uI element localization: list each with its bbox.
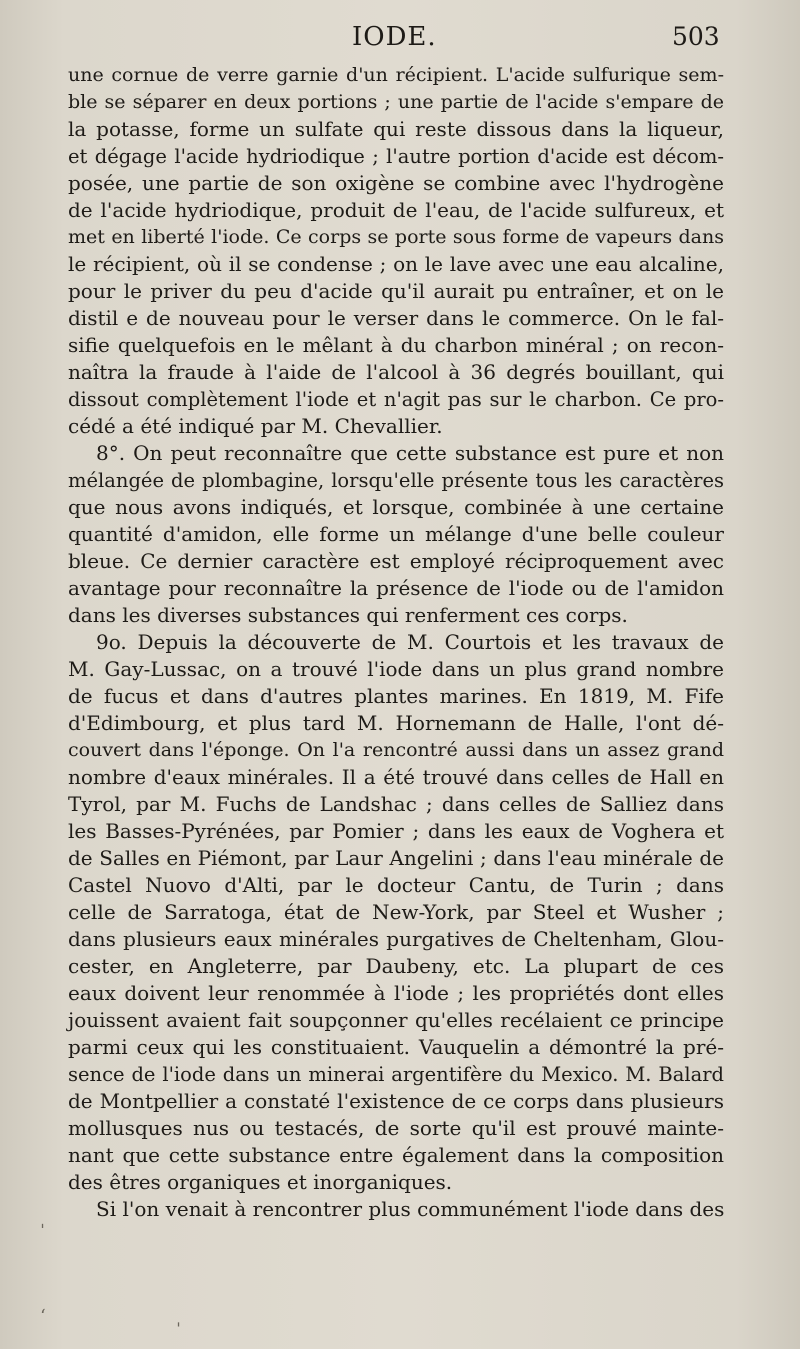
paragraph bbox=[68, 629, 724, 1196]
text-line: eaux doivent leur renommée à l'iode ; les propriétés dont elles bbox=[68, 981, 724, 1005]
text-line: jouissent avaient fait soupçonner qu'elles recélaient ce principe bbox=[68, 1008, 724, 1032]
text-line: posée, une partie de son oxigène se combine avec l'hydrogène bbox=[68, 171, 724, 195]
text-line: de l'acide hydriodique, produit de l'eau, de l'acide sulfureux, et bbox=[68, 198, 724, 222]
text-line: Si l'on venait à rencontrer plus communément l'iode dans des bbox=[96, 1197, 725, 1221]
text-line: le récipient, où il se condense ; on le lave avec une eau alcaline, bbox=[68, 252, 724, 276]
text-line: des êtres organiques et inorganiques. bbox=[68, 1170, 453, 1194]
text-line: cester, en Angleterre, par Daubeny, etc. La plupart de ces bbox=[68, 954, 724, 978]
text-line: d'Edimbourg, et plus tard M. Hornemann de Halle, l'ont dé- bbox=[68, 711, 724, 735]
scan-speck: ˈ bbox=[176, 1320, 181, 1341]
text-line: que nous avons indiqués, et lorsque, combinée à une certaine bbox=[68, 495, 724, 519]
text-line: nant que cette substance entre également dans la composition bbox=[68, 1143, 724, 1167]
text-line: dissout complètement l'iode et n'agit pas sur le charbon. Ce pro- bbox=[68, 388, 724, 411]
text-line: Tyrol, par M. Fuchs de Landshac ; dans celles de Salliez dans bbox=[68, 792, 724, 816]
text-line: quantité d'amidon, elle forme un mélange d'une belle couleur bbox=[68, 522, 724, 546]
text-line: met en liberté l'iode. Ce corps se porte sous forme de vapeurs dans bbox=[68, 226, 724, 248]
page-header bbox=[0, 22, 800, 56]
text-line: 9o. Depuis la découverte de M. Courtois et les travaux de bbox=[96, 630, 724, 654]
text-line: mollusques nus ou testacés, de sorte qu'il est prouvé mainte- bbox=[68, 1116, 724, 1140]
text-line: naîtra la fraude à l'aide de l'alcool à 36 degrés bouillant, qui bbox=[68, 360, 724, 384]
body-text bbox=[68, 62, 724, 1223]
text-line: distil e de nouveau pour le verser dans le commerce. On le fal- bbox=[68, 306, 724, 330]
text-line: Castel Nuovo d'Alti, par le docteur Cantu, de Turin ; dans bbox=[68, 873, 724, 897]
text-line: avantage pour reconnaître la présence de l'iode ou de l'amidon bbox=[68, 576, 724, 600]
text-line: la potasse, forme un sulfate qui reste dissous dans la liqueur, bbox=[68, 117, 724, 141]
paragraph bbox=[68, 440, 724, 629]
text-line: de Montpellier a constaté l'existence de ce corps dans plusieurs bbox=[68, 1089, 724, 1113]
page-number: 503 bbox=[672, 22, 720, 51]
paragraph bbox=[68, 1196, 724, 1223]
paragraph bbox=[68, 62, 724, 440]
text-line: couvert dans l'éponge. On l'a rencontré aussi dans un assez grand bbox=[68, 739, 724, 761]
text-line: pour le priver du peu d'acide qu'il aurait pu entraîner, et on le bbox=[68, 279, 724, 303]
text-line: parmi ceux qui les constituaient. Vauquelin a démontré la pré- bbox=[68, 1035, 724, 1059]
scan-speck: ˌ bbox=[40, 1210, 45, 1231]
text-line: dans plusieurs eaux minérales purgatives de Cheltenham, Glou- bbox=[68, 927, 724, 951]
text-line: sifie quelquefois en le mêlant à du charbon minéral ; on recon- bbox=[68, 333, 724, 357]
text-line: cédé a été indiqué par M. Chevallier. bbox=[68, 414, 443, 438]
text-line: celle de Sarratoga, état de New-York, par Steel et Wusher ; bbox=[68, 900, 724, 924]
text-line: et dégage l'acide hydriodique ; l'autre portion d'acide est décom- bbox=[68, 145, 724, 168]
running-title: IODE. bbox=[352, 22, 437, 52]
text-line: 8°. On peut reconnaître que cette substance est pure et non bbox=[96, 441, 724, 465]
text-line: bleue. Ce dernier caractère est employé réciproquement avec bbox=[68, 549, 724, 573]
text-line: dans les diverses substances qui renferment ces corps. bbox=[68, 603, 628, 627]
text-line: ble se séparer en deux portions ; une partie de l'acide s'empare de bbox=[68, 91, 724, 113]
text-line: de Salles en Piémont, par Laur Angelini ; dans l'eau minérale de bbox=[68, 846, 724, 870]
text-line: une cornue de verre garnie d'un récipient. L'acide sulfurique sem- bbox=[68, 64, 724, 86]
text-line: de fucus et dans d'autres plantes marines. En 1819, M. Fife bbox=[68, 684, 724, 708]
text-line: nombre d'eaux minérales. Il a été trouvé dans celles de Hall en bbox=[68, 765, 724, 789]
scan-speck: ʻ bbox=[40, 1306, 46, 1327]
text-line: M. Gay-Lussac, on a trouvé l'iode dans un plus grand nombre bbox=[68, 657, 724, 681]
text-line: les Basses-Pyrénées, par Pomier ; dans les eaux de Voghera et bbox=[68, 819, 724, 843]
text-line: mélangée de plombagine, lorsqu'elle présente tous les caractères bbox=[68, 469, 724, 492]
text-line: sence de l'iode dans un minerai argentifère du Mexico. M. Balard bbox=[68, 1063, 724, 1086]
